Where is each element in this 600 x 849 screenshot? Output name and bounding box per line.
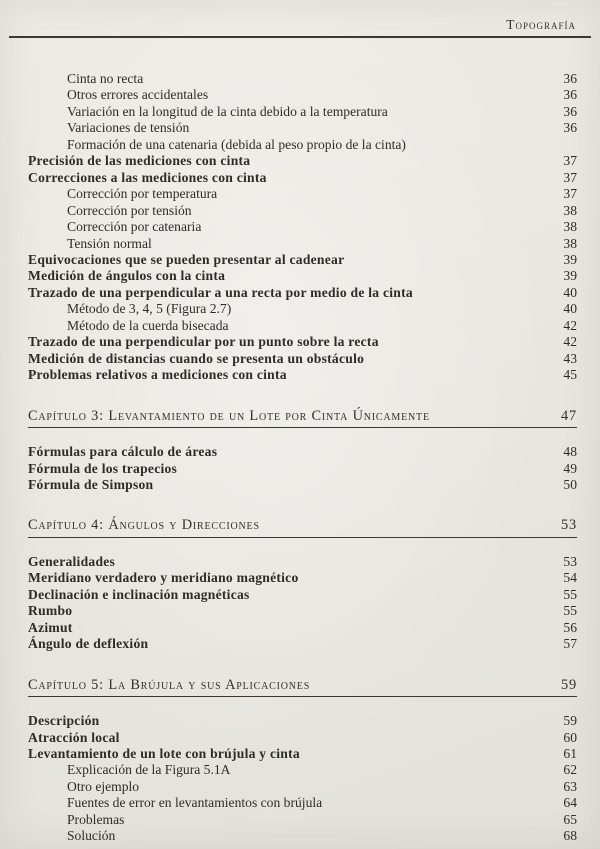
toc-entry-section (28, 554, 577, 570)
toc-entry-chapter (28, 677, 577, 697)
toc-entry-title: Medición de distancias cuando se presenta un obstáculo (28, 350, 365, 366)
toc-entry-title: Corrección por temperatura (67, 186, 218, 202)
toc-entry-title: Explicación de la Figura 5.1A (67, 762, 231, 778)
toc-entry-sub (28, 104, 577, 120)
toc-entry-page: 60 (563, 729, 577, 745)
toc-entry-page: 38 (563, 235, 577, 251)
toc-entry-title: Problemas relativos a mediciones con cinta (28, 367, 287, 383)
toc-entry-section (28, 444, 577, 460)
toc-entry-title: Corrección por catenaria (67, 219, 202, 235)
toc-entry-page: 37 (563, 169, 577, 185)
toc-entry-title: Tensión normal (67, 235, 152, 251)
toc-entry-title: Fuentes de error en levantamientos con brújula (67, 795, 323, 811)
toc-entry-page: 53 (561, 517, 577, 534)
toc-entry-page: 40 (563, 301, 577, 317)
toc-entry-sub (28, 236, 577, 252)
toc-entry-title: Cinta no recta (67, 71, 144, 86)
toc-entry-page: 42 (563, 317, 577, 333)
toc-entry-section (28, 477, 577, 493)
toc-entry-page: 56 (563, 619, 577, 635)
toc-entry-page: 45 (563, 367, 577, 383)
toc-entry-title: Azimut (28, 619, 73, 635)
toc-entry-title: Declinación e inclinación magnéticas (28, 586, 250, 602)
toc-list (28, 71, 577, 845)
toc-entry-sub (28, 301, 577, 317)
toc-entry-section (28, 603, 577, 619)
toc-entry-title: Rumbo (28, 603, 73, 619)
toc-entry-title: Otro ejemplo (67, 778, 140, 794)
toc-entry-sub (28, 186, 577, 202)
toc-entry-section (28, 620, 577, 636)
toc-entry-title: Meridiano verdadero y meridiano magnético (28, 570, 299, 586)
toc-entry-chapter (28, 517, 577, 537)
toc-entry-section (28, 268, 577, 284)
toc-entry-title: Variación en la longitud de la cinta debido a la temperatura (67, 103, 388, 119)
toc-entry-title: Fórmulas para cálculo de áreas (28, 444, 218, 460)
toc-entry-title: Capítulo 3: Levantamiento de un Lote por Cinta Únicamente (28, 407, 430, 424)
toc-entry-title: Equivocaciones que se pueden presentar al cadenear (28, 251, 345, 267)
toc-entry-page: 38 (563, 219, 577, 235)
running-header: Topografía (506, 17, 576, 32)
toc-entry-title: Capítulo 4: Ángulos y Direcciones (28, 517, 260, 534)
toc-entry-page: 53 (563, 553, 577, 569)
toc-entry-section (28, 713, 577, 729)
toc-entry-sub (28, 71, 577, 87)
toc-entry-page: 59 (563, 713, 577, 729)
toc-entry-chapter (28, 408, 577, 428)
toc-entry-title: Capítulo 5: La Brújula y sus Aplicaciones (28, 676, 311, 693)
toc-entry-title: Trazado de una perpendicular a una recta por medio de la cinta (28, 284, 413, 300)
toc-entry-title: Correcciones a las mediciones con cinta (28, 169, 267, 185)
toc-entry-title: Descripción (28, 713, 100, 729)
toc-entry-section (28, 153, 577, 169)
toc-entry-title: Método de 3, 4, 5 (Figura 2.7) (67, 301, 232, 317)
toc-entry-page: 37 (563, 153, 577, 169)
toc-entry-page: 55 (563, 586, 577, 602)
toc-entry-page: 48 (563, 444, 577, 460)
toc-entry-section (28, 570, 577, 586)
toc-entry-section (28, 636, 577, 652)
toc-entry-title: Atracción local (28, 729, 120, 745)
toc-entry-page: 42 (563, 334, 577, 350)
toc-entry-sub (28, 762, 577, 778)
toc-entry-sub (28, 779, 577, 795)
toc-entry-page: 36 (563, 87, 577, 103)
toc-entry-title: Corrección por tensión (67, 202, 192, 218)
toc-entry-title: Precisión de las mediciones con cinta (28, 153, 251, 169)
toc-entry-page: 59 (561, 676, 577, 693)
toc-entry-sub (28, 219, 577, 235)
toc-entry-page: 37 (563, 186, 577, 202)
toc-entry-sub (28, 87, 577, 103)
toc-entry-title: Otros errores accidentales (67, 87, 209, 103)
header-rule (9, 36, 591, 38)
toc-entry-title: Fórmula de Simpson (28, 476, 154, 492)
toc-entry-sub (28, 203, 577, 219)
toc-entry-page: 50 (563, 476, 577, 492)
toc-entry-page: 54 (563, 570, 577, 586)
toc-entry-section (28, 730, 577, 746)
toc-entry-page: 64 (563, 795, 577, 811)
toc-entry-section (28, 170, 577, 186)
toc-entry-section (28, 351, 577, 367)
toc-entry-title: Variaciones de tensión (67, 120, 190, 136)
toc-entry-section (28, 587, 577, 603)
toc-entry-page: 57 (563, 636, 577, 652)
toc-entry-title: Generalidades (28, 553, 116, 569)
toc-entry-sub (28, 828, 577, 844)
toc-entry-title: Medición de ángulos con la cinta (28, 268, 226, 284)
toc-entry-page: 63 (563, 778, 577, 794)
toc-entry-title: Ángulo de deflexión (28, 636, 149, 652)
toc-entry-page: 49 (563, 460, 577, 476)
toc-entry-section (28, 367, 577, 383)
toc-entry-sub (28, 812, 577, 828)
toc-entry-page: 43 (563, 350, 577, 366)
toc-entry-title: Solución (67, 828, 116, 844)
toc-entry-page: 39 (563, 268, 577, 284)
toc-entry-page: 65 (563, 811, 577, 827)
toc-entry-sub (28, 120, 577, 136)
toc-entry-page: 68 (563, 828, 577, 844)
toc-entry-title: Formación de una catenaria (debida al peso propio de la cinta) (67, 136, 406, 152)
toc-entry-section (28, 746, 577, 762)
toc-entry-title: Método de la cuerda bisecada (67, 317, 229, 333)
toc-entry-page: 38 (563, 202, 577, 218)
toc-entry-sub (28, 795, 577, 811)
toc-entry-page: 36 (563, 120, 577, 136)
toc-entry-title: Fórmula de los trapecios (28, 460, 178, 476)
toc-entry-page: 36 (563, 71, 577, 86)
toc-entry-section (28, 461, 577, 477)
toc-entry-title: Problemas (67, 811, 125, 827)
toc-entry-page: 39 (563, 251, 577, 267)
toc-entry-section (28, 334, 577, 350)
toc-entry-title: Levantamiento de un lote con brújula y cinta (28, 745, 300, 761)
toc-entry-sub (28, 137, 577, 153)
toc-entry-title: Trazado de una perpendicular por un punto sobre la recta (28, 334, 379, 350)
toc-entry-page: 61 (563, 745, 577, 761)
toc-entry-page: 55 (563, 603, 577, 619)
toc-entry-page: 36 (563, 103, 577, 119)
toc-entry-page: 62 (563, 762, 577, 778)
toc-entry-page: 40 (563, 284, 577, 300)
toc-entry-section (28, 252, 577, 268)
toc-entry-section (28, 285, 577, 301)
toc-entry-sub (28, 318, 577, 334)
toc-entry-page: 47 (561, 407, 577, 424)
